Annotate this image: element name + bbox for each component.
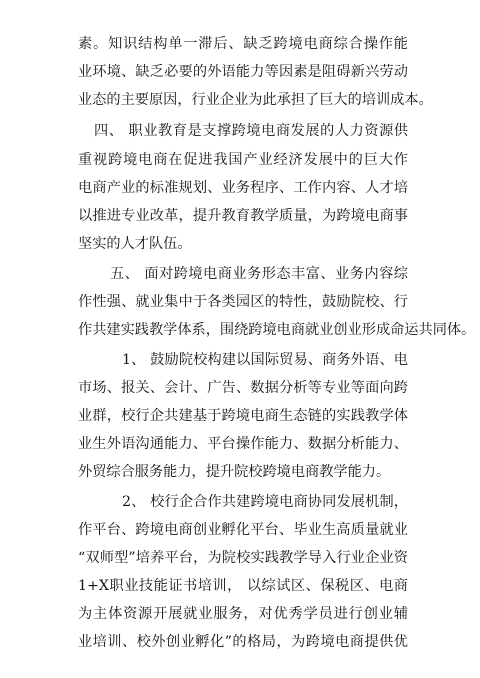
text-line: 作共建实践教学体系，围绕跨境电商就业创业形成命运共同体。 — [78, 322, 476, 338]
text-line: 电商产业的标准规划、业务程序、工作内容、人才培 — [78, 180, 408, 196]
text-line: 业群，校行企共建基于跨境电商生态链的实践教学体 — [78, 408, 408, 424]
text-line: 坚实的人才队伍。 — [78, 236, 192, 252]
text-line: 为主体资源开展就业服务，对优秀学员进行创业辅 — [78, 606, 408, 622]
text-line: 业态的主要原因，行业企业为此承担了巨大的培训成本。 — [78, 92, 433, 108]
text-line: 作平台、跨境电商创业孵化平台、毕业生高质量就业 — [78, 522, 408, 538]
item-two-heading-line: 2、 校行企合作共建跨境电商协同发展机制， — [122, 494, 408, 510]
text-line: “双师型”培养平台，为院校实践教学导入行业企业资 — [78, 550, 408, 566]
item-one-heading-line: 1、 鼓励院校构建以国际贸易、商务外语、电 — [122, 352, 408, 368]
text-line: 业培训、校外创业孵化”的格局，为跨境电商提供优 — [78, 634, 408, 650]
text-line: 1+X职业技能证书培训， 以综试区、保税区、电商 — [78, 578, 408, 594]
text-line: 作性强、就业集中于各类园区的特性，鼓励院校、行 — [78, 294, 408, 310]
text-line: 业生外语沟通能力、平台操作能力、数据分析能力、 — [78, 436, 408, 452]
text-line: 市场、报关、会计、广告、数据分析等专业等面向跨 — [78, 380, 408, 396]
section-five-heading-line: 五、 面对跨境电商业务形态丰富、业务内容综 — [110, 266, 408, 282]
text-line: 素。知识结构单一滞后、缺乏跨境电商综合操作能 — [78, 36, 408, 52]
text-line: 以推进专业改革，提升教育教学质量，为跨境电商事 — [78, 208, 408, 224]
text-line: 业环境、缺乏必要的外语能力等因素是阻碍新兴劳动 — [78, 64, 408, 80]
text-line: 外贸综合服务能力，提升院校跨境电商教学能力。 — [78, 464, 391, 480]
section-four-heading-line: 四、 职业教育是支撑跨境电商发展的人力资源供 — [94, 123, 408, 139]
text-line: 重视跨境电商在促进我国产业经济发展中的巨大作 — [78, 152, 408, 168]
